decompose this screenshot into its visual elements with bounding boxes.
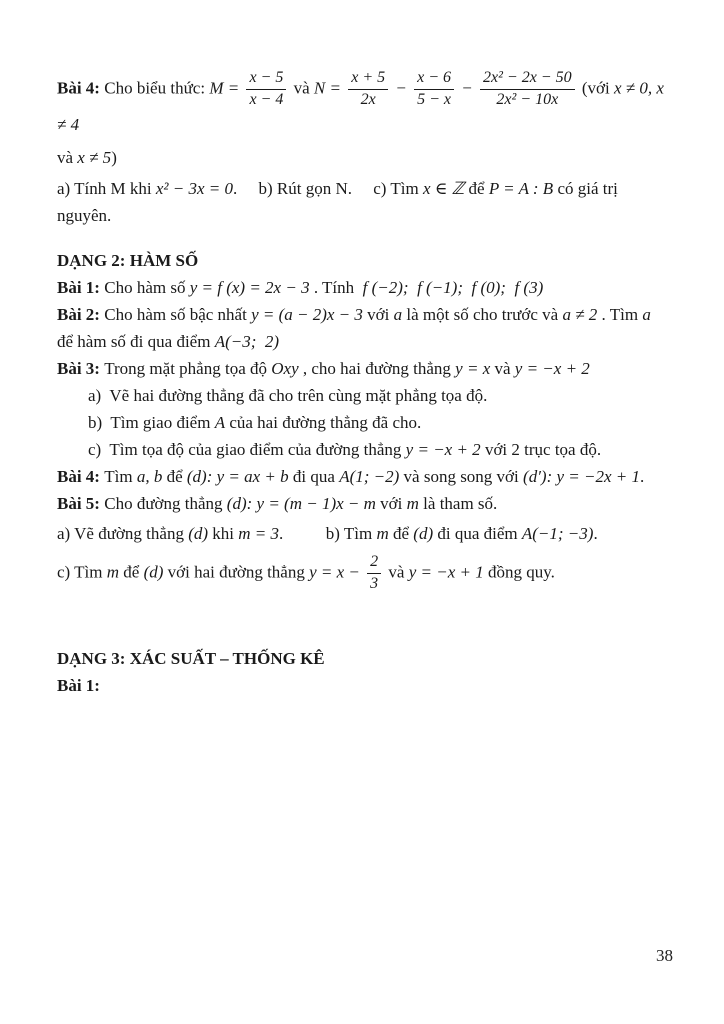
bai4-parts-cont	[57, 202, 668, 229]
math-run: a	[642, 304, 651, 324]
text-run: Tìm	[104, 466, 137, 486]
text-run: với	[362, 304, 394, 324]
text-run: c) Tìm	[57, 562, 107, 582]
math-run: x ∈ ℤ	[422, 178, 465, 198]
math-run: a	[393, 304, 403, 324]
text-run: là tham số.	[418, 493, 498, 513]
fraction-numerator: x − 5	[246, 69, 286, 90]
dang2-bai3-part-b	[57, 409, 668, 436]
dang2-bai3-part-c	[57, 436, 668, 463]
text-run: . Tìm	[597, 304, 643, 324]
text-run: c) Tìm tọa độ của giao điểm của đường thẳng	[88, 439, 406, 459]
dang3-bai1-label	[57, 672, 668, 699]
math-run: A(−1; −3)	[521, 523, 594, 543]
text-run: đồng quy.	[483, 562, 555, 582]
math-run: (d)	[413, 523, 434, 543]
bai4-problem-line1	[57, 66, 668, 144]
math-run: y = f (x) = 2x − 3	[189, 277, 310, 297]
dang2-bai5-part-c	[57, 550, 668, 598]
text-run: để	[119, 562, 144, 582]
text-run: . Tính	[309, 277, 363, 297]
math-run: (d): y = ax + b	[186, 466, 289, 486]
text-run: Cho hàm số	[104, 277, 190, 297]
fraction-denominator: 5 − x	[417, 90, 452, 108]
math-run: M =	[209, 78, 244, 98]
text-run: và song song với	[399, 466, 524, 486]
math-run: m	[406, 493, 419, 513]
text-run: với	[375, 493, 407, 513]
text-run: với 2 trục tọa độ.	[480, 439, 602, 459]
fraction-denominator: 2x	[360, 90, 376, 108]
text-run: có giá trị	[553, 178, 618, 198]
text-run: để	[388, 523, 414, 543]
math-run: x ≠ 5	[77, 147, 112, 167]
text-run: , cho hai đường thẳng	[298, 358, 456, 378]
text-run: . b) Rút gọn N. c) Tìm	[233, 178, 423, 198]
math-run: −	[457, 78, 477, 98]
bold-text-run: Bài 4:	[57, 78, 105, 98]
text-run: b) Tìm giao điểm	[88, 412, 215, 432]
bold-text-run: Bài 2:	[57, 304, 105, 324]
dang3-heading	[57, 645, 668, 672]
fraction	[348, 69, 388, 110]
math-run: m	[106, 562, 120, 582]
math-run: m	[376, 523, 389, 543]
fraction	[414, 69, 454, 110]
math-run: A(1; −2)	[339, 466, 400, 486]
math-run: P = A : B	[488, 178, 554, 198]
text-run: và	[384, 562, 409, 582]
text-run: a) Tính M khi	[57, 178, 156, 198]
text-run: với hai đường thẳng	[163, 562, 310, 582]
text-run: khi	[208, 523, 239, 543]
math-run: x ≠ 0, x ≠ 4	[57, 78, 669, 134]
text-run: đi qua	[288, 466, 340, 486]
math-run: Oxy	[271, 358, 299, 378]
math-run: y = x	[455, 358, 491, 378]
math-run: (d′): y = −2x + 1	[523, 466, 640, 486]
bold-text-run: Bài 5:	[57, 493, 105, 513]
text-run: và	[289, 78, 314, 98]
bold-text-run: DẠNG 2: HÀM SỐ	[57, 250, 199, 270]
dang2-bai5-parts-ab	[57, 520, 668, 547]
math-run: y = −x + 2	[514, 358, 590, 378]
dang2-bai1-problem	[57, 274, 668, 301]
math-run: a ≠ 2	[562, 304, 598, 324]
text-run: và	[490, 358, 515, 378]
fraction	[367, 553, 381, 594]
text-run: .	[593, 523, 598, 543]
math-run: (d): y = (m − 1)x − m	[226, 493, 376, 513]
bold-text-run: Bài 3:	[57, 358, 105, 378]
math-run: y = −x + 1	[408, 562, 484, 582]
bold-text-run: Bài 1:	[57, 277, 105, 297]
fraction	[246, 69, 286, 110]
page-number: 38	[656, 946, 673, 965]
bold-text-run: DẠNG 3: XÁC SUẤT – THỐNG KÊ	[57, 648, 325, 668]
text-run: (với	[577, 78, 614, 98]
math-run: (d)	[143, 562, 164, 582]
dang2-bai2-problem-cont	[57, 328, 668, 355]
math-run: y = x −	[309, 562, 365, 582]
fraction-denominator: 2x² − 10x	[496, 90, 559, 108]
dang2-bai5-problem	[57, 490, 668, 517]
bai4-problem-line2	[57, 144, 668, 171]
fraction-numerator: x + 5	[348, 69, 388, 90]
text-run: của hai đường thẳng đã cho.	[225, 412, 422, 432]
math-run: y = −x + 2	[405, 439, 481, 459]
text-run: a) Vẽ đường thẳng	[57, 523, 189, 543]
math-run: −	[391, 78, 412, 98]
fraction	[480, 69, 575, 110]
fraction-denominator: x − 4	[249, 90, 284, 108]
text-run: và	[57, 147, 78, 167]
text-run: . b) Tìm	[279, 523, 377, 543]
fraction-numerator: 2	[367, 553, 381, 574]
dang2-bai2-problem	[57, 301, 668, 328]
dang2-heading	[57, 247, 668, 274]
text-run: để	[162, 466, 187, 486]
text-run: a) Vẽ hai đường thẳng đã cho trên cùng mặt phẳng tọa độ.	[88, 385, 488, 405]
bold-text-run: Bài 4:	[57, 466, 105, 486]
text-run: Cho đường thẳng	[104, 493, 227, 513]
math-run: A(−3; 2)	[214, 331, 280, 351]
text-run: để	[464, 178, 489, 198]
text-run: là một số cho trước và	[402, 304, 563, 324]
dang2-bai3-part-a	[57, 382, 668, 409]
math-run: f (−2); f (−1); f (0); f (3)	[362, 277, 544, 297]
document-body	[57, 66, 668, 699]
math-run: a, b	[136, 466, 163, 486]
text-run: Cho biểu thức:	[104, 78, 210, 98]
bai4-parts	[57, 175, 668, 202]
text-run: Trong mặt phẳng tọa độ	[104, 358, 272, 378]
math-run: m = 3	[238, 523, 280, 543]
text-run: )	[111, 147, 117, 167]
fraction-denominator: 3	[370, 574, 379, 592]
text-run: đi qua điểm	[433, 523, 522, 543]
math-run: N =	[313, 78, 346, 98]
text-run: Cho hàm số bậc nhất	[104, 304, 252, 324]
math-run: A	[214, 412, 226, 432]
text-run: để hàm số đi qua điểm	[57, 331, 215, 351]
fraction-numerator: 2x² − 2x − 50	[480, 69, 575, 90]
text-run: nguyên.	[57, 205, 112, 225]
math-run: (d)	[188, 523, 209, 543]
text-run: .	[640, 466, 645, 486]
dang2-bai3-problem	[57, 355, 668, 382]
bold-text-run: Bài 1:	[57, 675, 100, 695]
dang2-bai4-problem	[57, 463, 668, 490]
fraction-numerator: x − 6	[414, 69, 454, 90]
math-run: x² − 3x = 0	[155, 178, 233, 198]
math-run: y = (a − 2)x − 3	[251, 304, 363, 324]
